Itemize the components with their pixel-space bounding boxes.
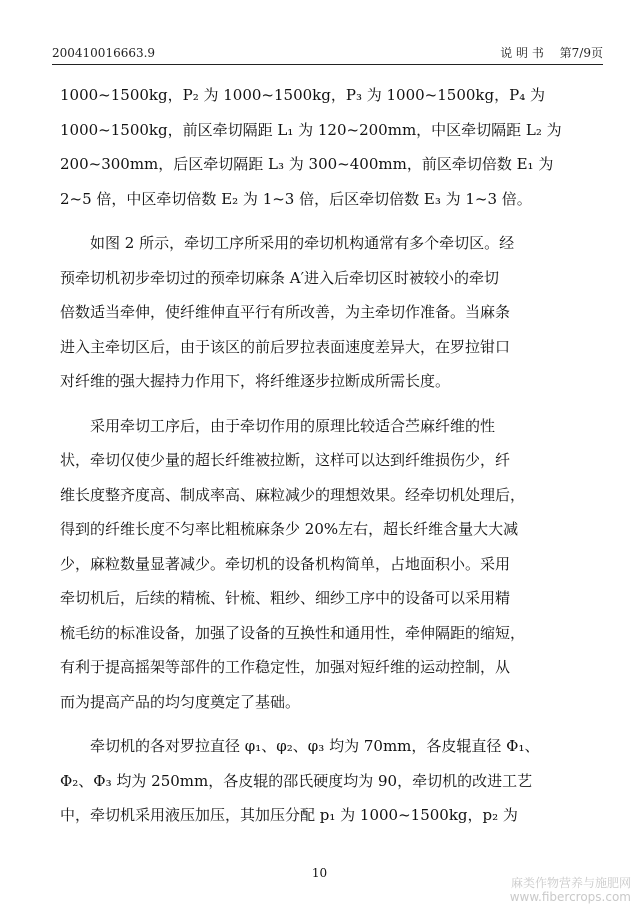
page-label: 第7/9页	[559, 46, 603, 60]
text-line: 对纤维的强大握持力作用下，将纤维逐步拉断成所需长度。	[60, 372, 451, 390]
header-right	[488, 44, 603, 61]
paragraph	[60, 226, 592, 399]
text-line: 采用牵切工序后，由于牵切作用的原理比较适合苎麻纤维的性	[90, 416, 496, 435]
text-line: 进入主牵切区后，由于该区的前后罗拉表面速度差异大，在罗拉钳口	[60, 337, 511, 356]
document-type: 说 明 书	[500, 46, 544, 60]
watermark	[510, 876, 631, 904]
text-line: 维长度整齐度高、制成率高、麻粒减少的理想效果。经牵切机处理后，	[60, 485, 526, 504]
text-line: 有利于提高摇架等部件的工作稳定性，加强对短纤维的运动控制，从	[60, 658, 511, 676]
watermark-url: www.fibercrops.com	[509, 890, 631, 904]
text-line: 如图 2 所示，牵切工序所采用的牵切机构通常有多个牵切区。经	[90, 234, 515, 252]
text-line: 梳毛纺的标准设备，加强了设备的互换性和通用性，牵伸隔距的缩短，	[60, 623, 526, 642]
application-number: 200410016663.9	[52, 46, 156, 60]
watermark-cn: 麻类作物营养与施肥网	[510, 876, 631, 890]
text-line: 预牵切机初步牵切过的预牵切麻条 A′进入后牵切区时被较小的牵切	[60, 268, 500, 287]
paragraph	[60, 409, 592, 720]
text-line: 2~5 倍，中区牵切倍数 E₂ 为 1~3 倍，后区牵切倍数 E₃ 为 1~3 倍。	[60, 189, 532, 208]
text-line: 得到的纤维长度不匀率比粗梳麻条少 20%左右，超长纤维含量大大减	[60, 520, 519, 538]
text-line: 1000~1500kg，前区牵切隔距 L₁ 为 120~200mm，中区牵切隔距 L₂ 为	[60, 120, 562, 139]
page-header	[52, 44, 603, 61]
text-line: 而为提高产品的均匀度奠定了基础。	[60, 692, 301, 711]
text-line: 200~300mm，后区牵切隔距 L₃ 为 300~400mm，前区牵切倍数 E₁ 为	[60, 155, 554, 173]
document-body	[60, 78, 592, 833]
text-line: 倍数适当牵伸，使纤维伸直平行有所改善，为主牵切作准备。当麻条	[60, 303, 511, 321]
header-divider	[52, 64, 603, 65]
text-line: 少，麻粒数量显著减少。牵切机的设备机构简单，占地面积小。采用	[60, 554, 511, 573]
text-line: 状，牵切仅使少量的超长纤维被拉断，这样可以达到纤维损伤少，纤	[60, 451, 511, 469]
paragraph	[60, 78, 592, 216]
text-line: Φ₂、Φ₃ 均为 250mm，各皮辊的邵氏硬度均为 90，牵切机的改进工艺	[60, 771, 533, 790]
page-number: 10	[311, 866, 328, 880]
text-line: 牵切机的各对罗拉直径 φ₁、φ₂、φ₃ 均为 70mm，各皮辊直径 Φ₁、	[90, 737, 540, 755]
paragraph	[60, 729, 592, 833]
text-line: 中，牵切机采用液压加压，其加压分配 p₁ 为 1000~1500kg，p₂ 为	[60, 806, 518, 824]
text-line: 牵切机后，后续的精梳、针梳、粗纱、细纱工序中的设备可以采用精	[60, 589, 511, 607]
text-line: 1000~1500kg，P₂ 为 1000~1500kg，P₃ 为 1000~1500kg，P₄ 为	[60, 86, 545, 104]
